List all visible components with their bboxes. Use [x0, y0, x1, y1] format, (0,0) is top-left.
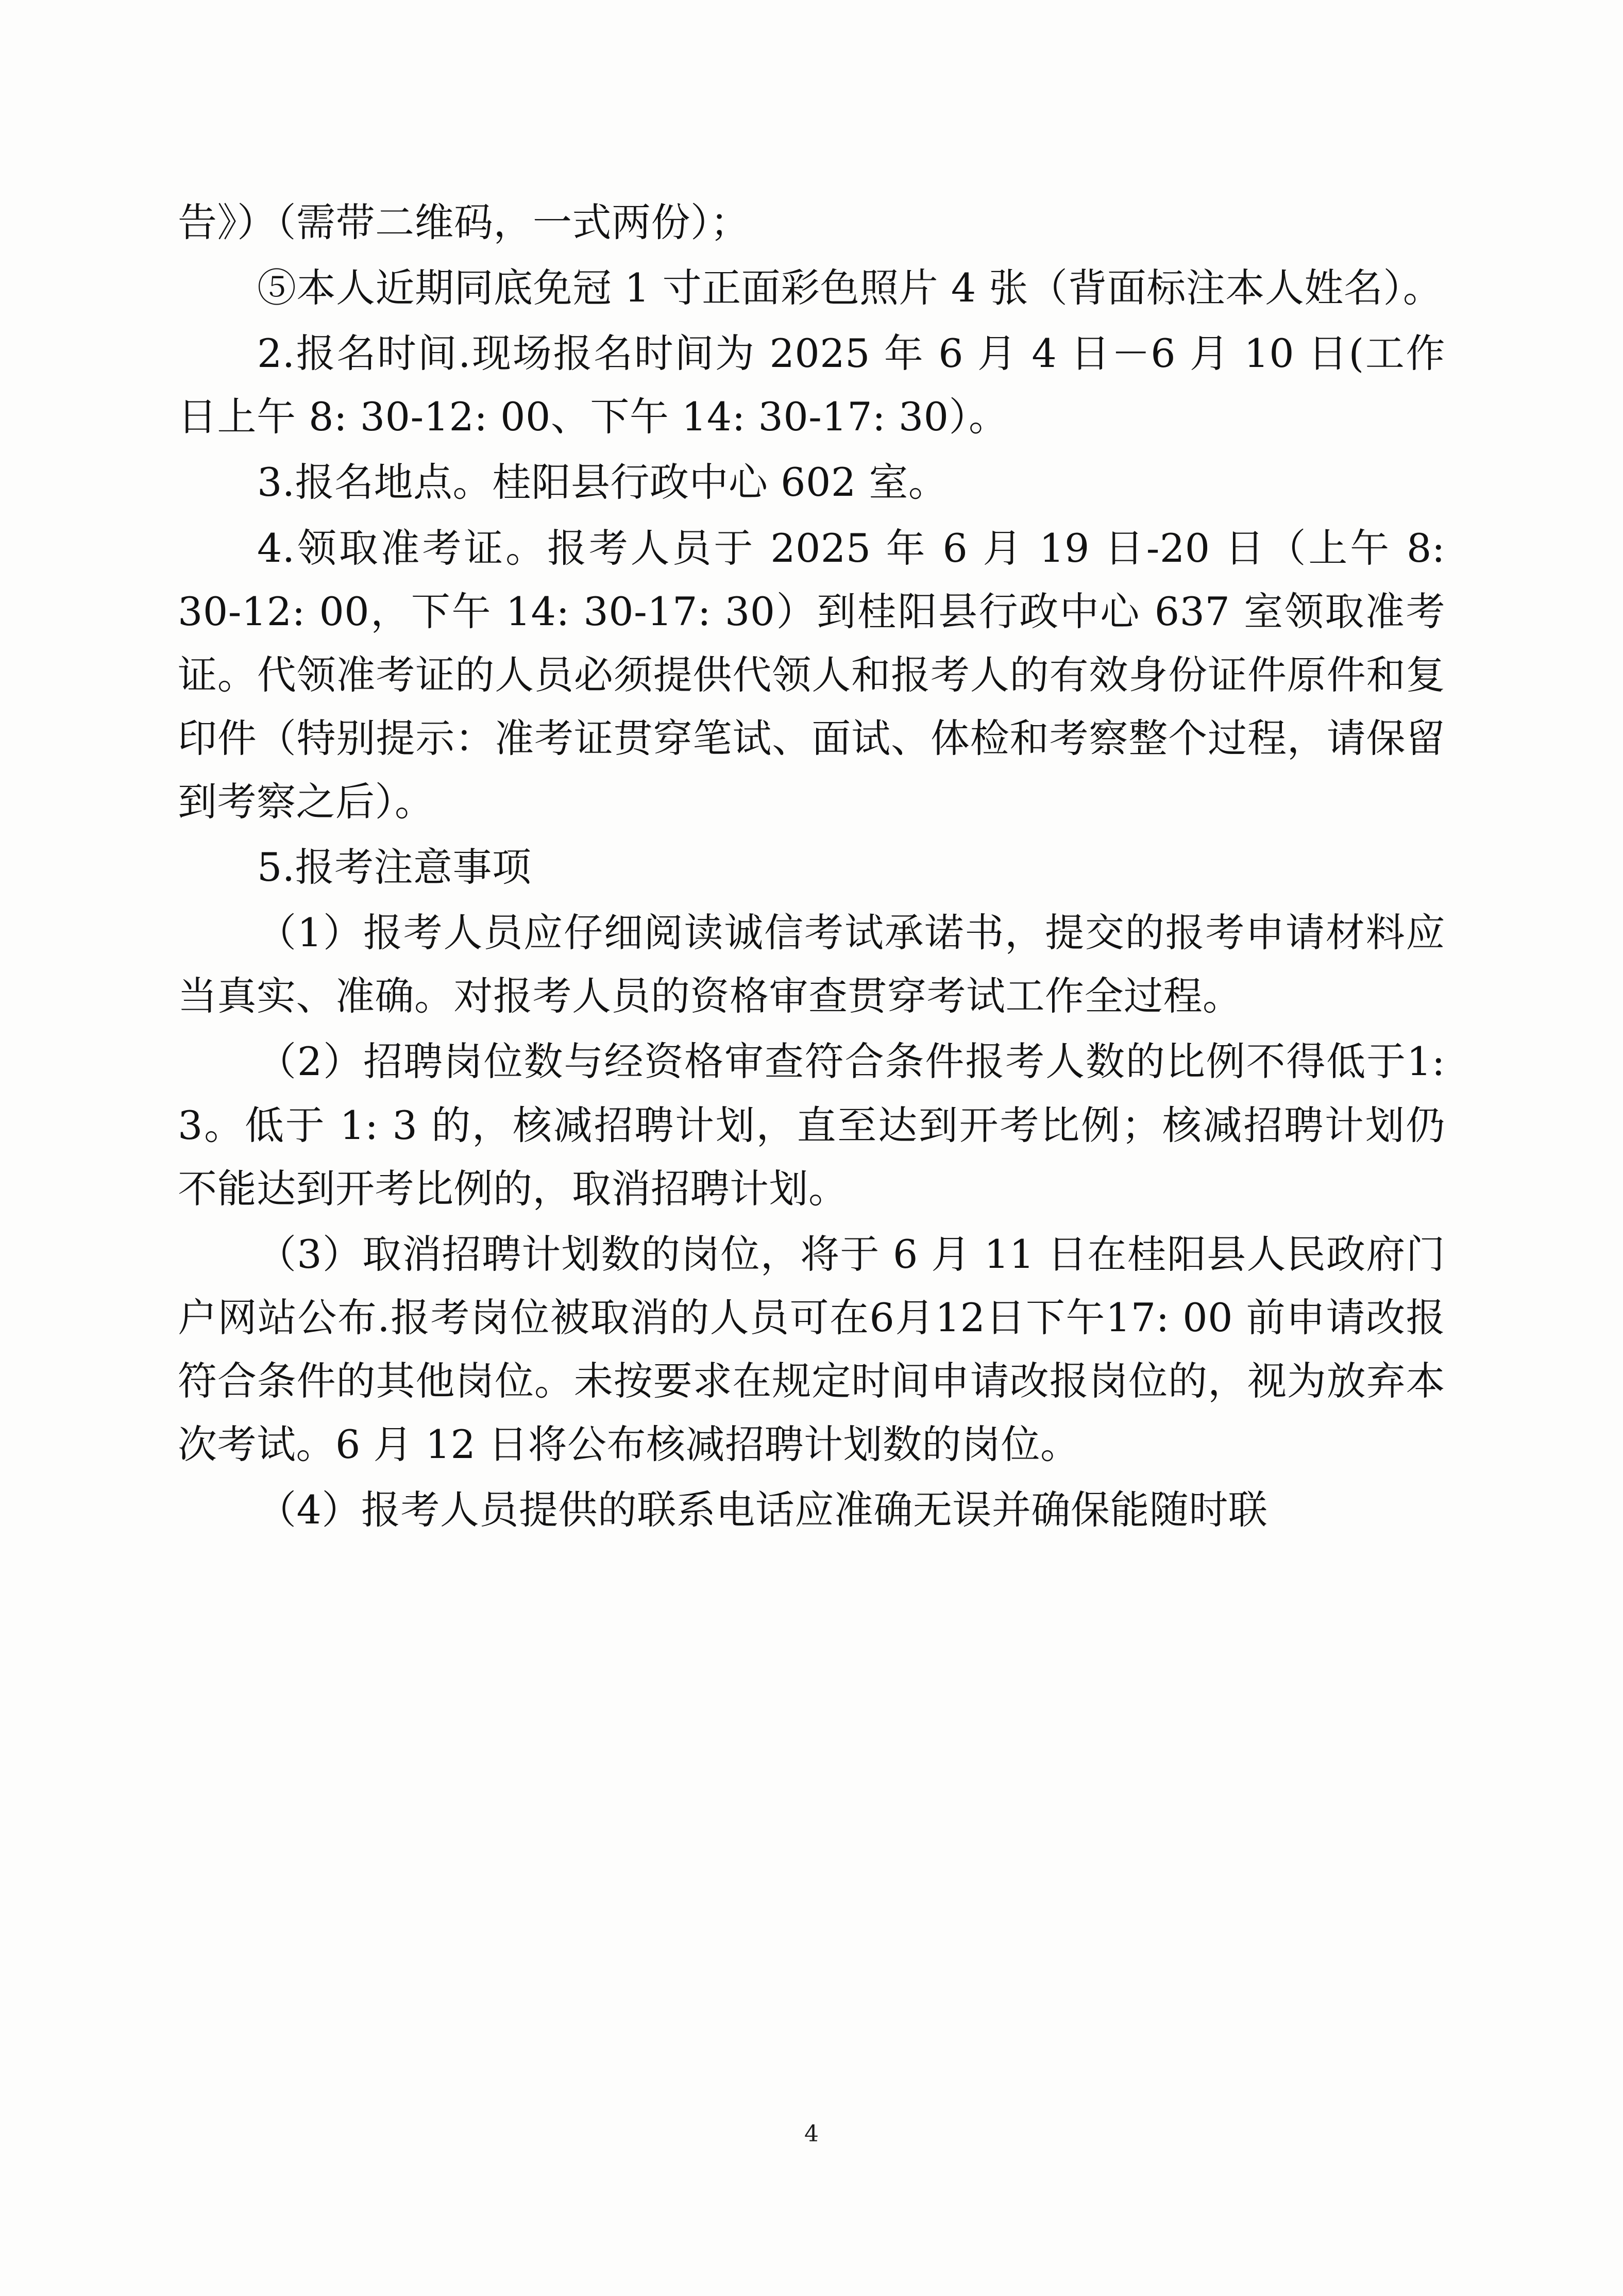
paragraph-signup-time: 2.报名时间.现场报名时间为 2025 年 6 月 4 日－6 月 10 日(工作日上午 8: 30-12: 00、下午 14: 30-17: 30）。 [178, 330, 1445, 440]
paragraph-continuation: 告》）（需带二维码，一式两份）； [178, 199, 750, 245]
paragraph-note-4: （4）报考人员提供的联系电话应准确无误并确保能随时联 [257, 1487, 1268, 1533]
paragraph-note-1: （1）报考人员应仔细阅读诚信考试承诺书，提交的报考申请材料应当真实、准确。对报考人员的资格审查贯穿考试工作全过程。 [178, 910, 1445, 1019]
page-body [178, 191, 1445, 1544]
paragraph-note-2: （2）招聘岗位数与经资格审查符合条件报考人数的比例不得低于1: 3。低于 1: 3 的，核减招聘计划，直至达到开考比例；核减招聘计划仍不能达到开考比例的，取消招聘计划。 [178, 1038, 1445, 1212]
paragraph-notes-heading: 5.报考注意事项 [257, 844, 532, 891]
page-number: 4 [804, 2121, 819, 2147]
paragraph-item5-photos: ⑤本人近期同底免冠 1 寸正面彩色照片 4 张（背面标注本人姓名）。 [257, 265, 1443, 311]
paragraph-signup-place: 3.报名地点。桂阳县行政中心 602 室。 [257, 459, 948, 506]
paragraph-note-3: （3）取消招聘计划数的岗位，将于 6 月 11 日在桂阳县人民政府门户网站公布.报考岗位被取消的人员可在6月12日下午17: 00 前申请改报符合条件的其他岗位。未按要求在规定时间申请改报岗位的，视为放弃本次考试。6 月 12 日将公布核减招聘计划数的岗位。 [178, 1231, 1445, 1468]
paragraph-admission-ticket: 4.领取准考证。报考人员于 2025 年 6 月 19 日-20 日（上午 8: 30-12: 00，下午 14: 30-17: 30）到桂阳县行政中心 637 室领取准考证。代领准考证的人员必须提供代领人和报考人的有效身份证件原件和复印件（特别提示：准考证贯穿笔试、面试、体检和考察整个过程，请保留到考察之后）。 [178, 525, 1445, 825]
